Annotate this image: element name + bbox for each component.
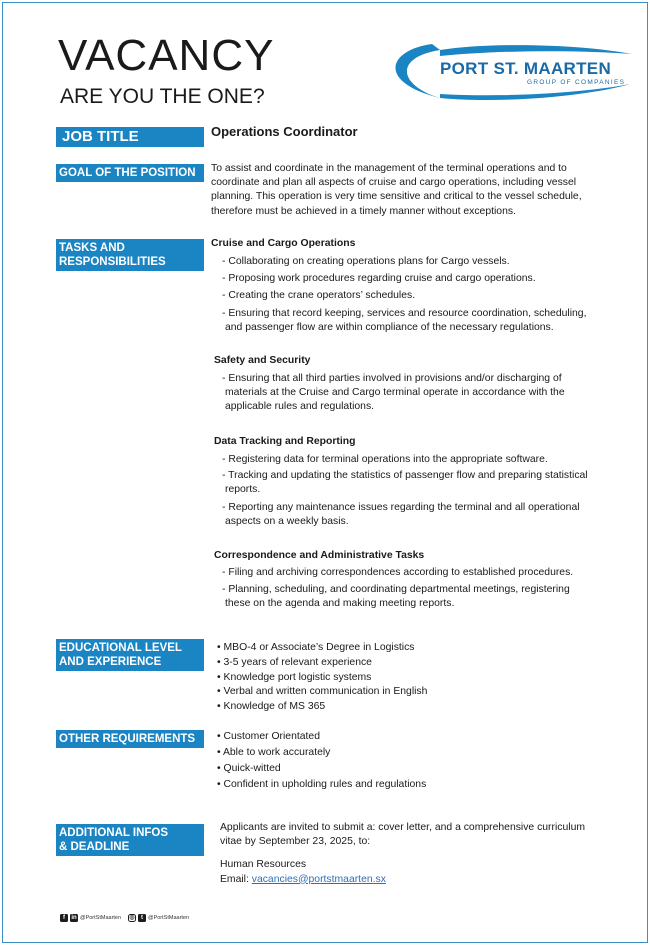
task-item [222, 469, 618, 497]
other-requirements-list [217, 729, 617, 793]
list-item: • 3-5 years of relevant experience [217, 656, 372, 668]
task-item-line: aspects on a weekly basis. [225, 516, 349, 528]
list-item: • Knowledge port logistic systems [217, 671, 372, 683]
tasks-label-line: TASKS AND [59, 242, 125, 254]
twitter-icon[interactable]: t [138, 914, 146, 922]
list-item: • Able to work accurately [217, 747, 331, 758]
page-title: VACANCY [58, 31, 275, 80]
task-item [222, 583, 618, 611]
list-item: • Quick-witted [217, 763, 281, 774]
section-title-correspondence: Correspondence and Administrative Tasks [214, 550, 425, 561]
goal-line: planning. This operation is very time sensitive and critical to the vessel schedule, [211, 191, 582, 203]
logo-tagline: GROUP OF COMPANIES [527, 79, 626, 86]
additional-text [220, 821, 620, 887]
list-item: • Confident in upholding rules and regulations [217, 779, 427, 790]
goal-line: coordinate and plan all aspects of cruise and cargo operations, including vessel [211, 177, 577, 189]
task-item-line: - Tracking and updating the statistics of passenger flow and preparing statistical [222, 470, 588, 481]
linkedin-icon[interactable]: in [71, 915, 77, 921]
task-item-line: and passenger flow are within compliance of the necessary regulations. [225, 322, 554, 334]
section-title-data: Data Tracking and Reporting [214, 436, 356, 447]
additional-label-line: ADDITIONAL INFOS [59, 827, 169, 839]
facebook-icon[interactable]: f [60, 914, 68, 922]
other-requirements-label: OTHER REQUIREMENTS [56, 730, 204, 748]
task-item: - Filing and archiving correspondences according to established procedures. [222, 567, 574, 578]
education-label-line: EDUCATIONAL LEVEL [59, 642, 182, 654]
task-item-line: - Ensuring that record keeping, services and resource coordination, scheduling, [222, 308, 587, 319]
task-item-line: these on the agenda and making meeting reports. [225, 598, 455, 610]
list-item: • Verbal and written communication in English [217, 686, 428, 698]
job-title-value: Operations Coordinator [211, 124, 358, 139]
tasks-label [56, 239, 204, 271]
task-item: - Creating the crane operators’ schedules. [222, 290, 416, 301]
task-item: - Collaborating on creating operations plans for Cargo vessels. [222, 256, 510, 267]
social-handle: @PortStMaarten [80, 915, 122, 921]
goal-line: To assist and coordinate in the management of the terminal operations and to [211, 163, 567, 174]
list-item: • MBO-4 or Associate’s Degree in Logistics [217, 642, 415, 653]
additional-line: Applicants are invited to submit a: cover letter, and a comprehensive curriculum [220, 822, 586, 833]
task-item [222, 307, 618, 335]
education-list [217, 641, 617, 715]
social-group-1 [60, 912, 121, 924]
list-item: • Knowledge of MS 365 [217, 701, 326, 713]
tasks-label-line: RESPONSIBILITIES [59, 256, 166, 268]
goal-label: GOAL OF THE POSITION [56, 164, 204, 182]
task-item-line: reports. [225, 484, 261, 496]
hr-department: Human Resources [220, 859, 307, 871]
page-subtitle: ARE YOU THE ONE? [60, 85, 265, 108]
additional-label [56, 824, 204, 856]
task-item: - Registering data for terminal operations into the appropriate software. [222, 454, 548, 465]
task-item [222, 372, 618, 415]
task-item-line: - Ensuring that all third parties involved in provisions and/or discharging of [222, 373, 562, 384]
job-title-label: JOB TITLE [56, 127, 204, 147]
goal-text [211, 162, 616, 219]
education-label-line: AND EXPERIENCE [59, 656, 162, 668]
section-title-safety: Safety and Security [214, 355, 311, 366]
section-title-cruise: Cruise and Cargo Operations [211, 238, 356, 249]
social-handle: @PortStMaarten [148, 915, 190, 921]
task-item-line: - Reporting any maintenance issues regarding the terminal and all operational [222, 502, 580, 513]
task-item-line: applicable rules and regulations. [225, 401, 375, 413]
list-item: • Customer Orientated [217, 731, 320, 742]
task-item-line: materials at the Cruise and Cargo terminal operate in accordance with the [225, 387, 565, 399]
email-line [220, 873, 620, 887]
additional-label-line: & DEADLINE [59, 841, 130, 853]
logo-wordmark: PORT ST. MAARTEN [440, 59, 612, 78]
social-group-2 [128, 912, 189, 924]
email-label: Email: [220, 873, 252, 885]
task-item-line: - Planning, scheduling, and coordinating departmental meetings, registering [222, 584, 570, 595]
task-item [222, 501, 618, 529]
instagram-icon[interactable]: ◎ [129, 915, 135, 921]
additional-line: vitae by September 23, 2025, to: [220, 836, 371, 848]
email-link[interactable]: vacancies@portstmaarten.sx [251, 873, 386, 885]
goal-line: therefore must be achieved in a timely manner without exceptions. [211, 205, 516, 217]
task-item: - Proposing work procedures regarding cruise and cargo operations. [222, 273, 536, 284]
education-label [56, 639, 204, 671]
